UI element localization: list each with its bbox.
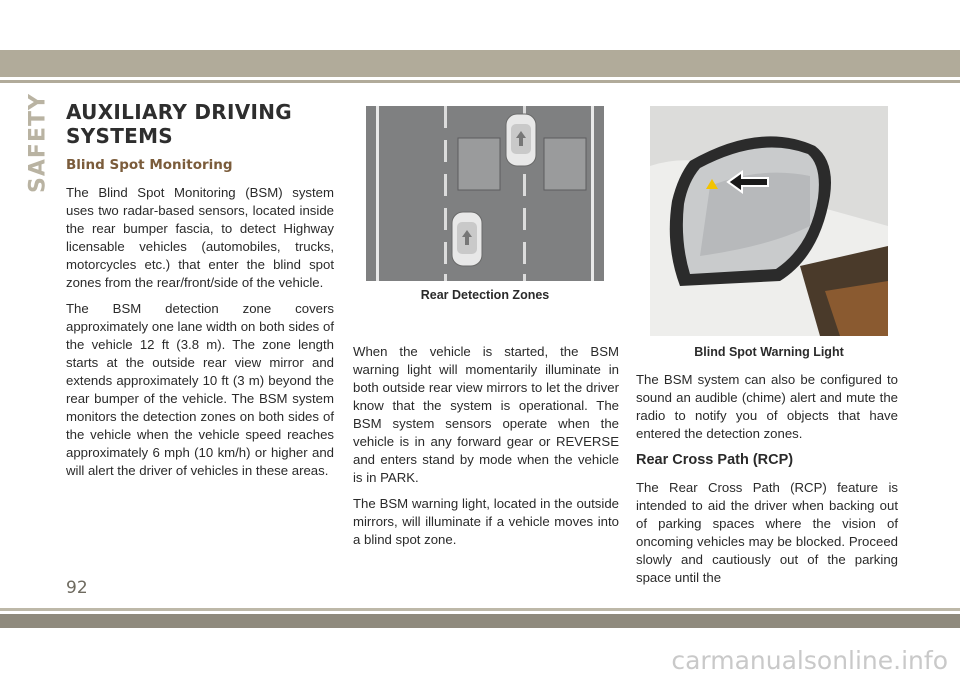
subheading-bsm: Blind Spot Monitoring (66, 157, 233, 173)
subheading-rcp: Rear Cross Path (RCP) (636, 452, 794, 468)
car-icon (506, 114, 536, 166)
road-diagram (366, 106, 604, 281)
column-1 (66, 100, 334, 488)
section-tab-label: SAFETY (25, 93, 51, 193)
blind-spot-warning-light-figure (650, 106, 888, 336)
car-icon (452, 212, 482, 266)
top-band-rule (0, 80, 960, 83)
figure-caption-warning-light: Blind Spot Warning Light (694, 345, 844, 359)
paragraph: The BSM detection zone covers approximately one lane width on both sides of the vehicle 12 ft (3.8 m). The zone length starts at the outside rear view mirror and extends approximately 10 ft (3 m) beyond the rear bumper of the vehicle. The BSM system monitors the detection zones on both sides of the vehicle when the vehicle speed reaches approximately 6 mph (10 km/h) or higher and will alert the driver of vehicles in these areas. (66, 301, 334, 478)
paragraph: The Blind Spot Monitoring (BSM) system uses two radar-based sensors, located inside the rear bumper fascia, to detect Highway licensable vehicles (automobiles, trucks, motorcycles etc.) that enter the blind spot zones from the rear/front/side of the vehicle. (66, 185, 334, 290)
top-band (0, 50, 960, 77)
mirror-photo (650, 106, 888, 336)
bottom-band (0, 614, 960, 628)
section-tab (25, 93, 51, 193)
watermark: carmanualsonline.info (671, 646, 948, 675)
paragraph: The BSM warning light, located in the outside mirrors, will illuminate if a vehicle moves into a blind spot zone. (353, 496, 619, 547)
paragraph: The Rear Cross Path (RCP) feature is intended to aid the driver when backing out of parking spaces where the vision of oncoming vehicles may be blocked. Proceed slowly and cautiously out of the parking space until the (636, 480, 898, 585)
bottom-band-rule (0, 608, 960, 611)
paragraph: The BSM system can also be configured to sound an audible (chime) alert and mute the radio to notify you of objects that have entered the detection zones. (636, 372, 898, 441)
page-number: 92 (66, 578, 88, 598)
figure-caption-rear-detection: Rear Detection Zones (420, 288, 550, 302)
column-2 (353, 343, 619, 557)
column-3 (636, 371, 898, 595)
page-heading: AUXILIARY DRIVING SYSTEMS (66, 100, 292, 148)
rear-detection-zones-figure (366, 106, 604, 281)
paragraph: When the vehicle is started, the BSM warning light will momentarily illuminate in both outside rear view mirrors to let the driver know that the system is operational. The BSM system sensors operate when the vehicle is in any forward gear or REVERSE and enters stand by mode when the vehicle is in PARK. (353, 344, 619, 485)
